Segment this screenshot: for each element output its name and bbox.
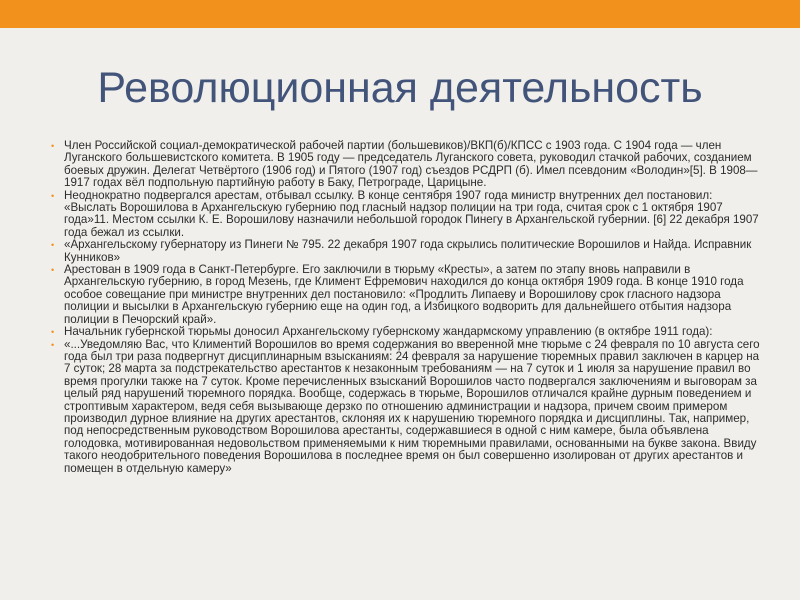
bullet-text: «...Уведомляю Вас, что Климентий Ворошилов во время содержания во вверенной мне тюрьме с 24 февраля по 10 августа сего года был три раза подвергнут дисциплинарным взысканиям: 24 февраля за нарушение тюремных правил заключен в карцер на 7 суток; 28 марта за подстрекательство арестантов к незаконным требованиям — на 7 суток и 1 июля за нарушение правил во время прогулки также на 7 суток. Кроме перечисленных взысканий Ворошилов часто подвергался заключениям и выговорам за целый ряд нарушений тюремного порядка. Вообще, содержась в тюрьме, Ворошилов отличался крайне дурным поведением и строптивым характером, ведя себя вызывающе дерзко по отношению администрации и надзора, причем своим примером производил дурное влияние на других арестантов, склоняя их к нарушению тюремного порядка и дисциплины. Так, например, под непосредственным руководством Ворошилова арестанты, содержавшиеся в одной с ним камере, была объявлена голодовка, мотивированная недовольством применяемыми к ним тюремными правилами, основанными на букве закона. Ввиду такого неодобрительного поведения Ворошилова в последнее время он был совершенно изолирован от других арестантов и помещен в отдельную камеру» (64, 337, 760, 475)
bullet-text: Неоднократно подвергался арестам, отбывал ссылку. В конце сентября 1907 года министр внутренних дел постановил: «Выслать Ворошилова в Архангельскую губернию под гласный надзор полиции на три года, считая срок с 1 октября 1907 года»11. Местом ссылки К. Е. Ворошилову назначили небольшой городок Пинегу в Архангельской губернии. [6] 22 декабря 1907 года бежал из ссылки. (64, 188, 759, 239)
bullet-item (48, 339, 760, 475)
bullet-item (48, 140, 760, 190)
bullet-item (48, 190, 760, 240)
bullet-dot-icon: • (51, 141, 55, 151)
bullet-text: Арестован в 1909 года в Санкт-Петербурге. Его заключили в тюрьму «Кресты», а затем по этапу вновь направили в Архангельскую губернию, в город Мезень, где Климент Ефремович находился до конца октября 1909 года. В конце 1910 года особое совещание при министре внутренних дел постановило: «Продлить Липаеву и Ворошилову срок гласного надзора полиции и высылки в Архангельскую губернию еще на один год, а Избицкого водворить для дальнейшего отбытия надзора полиции в Печорский край». (64, 263, 744, 326)
bullet-text: «Архангельскому губернатору из Пинеги № 795. 22 декабря 1907 года скрылись политические Ворошилов и Найда. Исправник Кунников» (64, 238, 752, 264)
bullet-item (48, 264, 760, 326)
bullet-text: Начальник губернской тюрьмы доносил Архангельскому губернскому жандармскому управлению (в октябре 1911 года): (64, 325, 713, 339)
bullet-list (48, 140, 760, 475)
bullet-dot-icon: • (51, 327, 55, 338)
bullet-text: Член Российской социал-демократической рабочей партии (большевиков)/ВКП(б)/КПСС с 1903 года. С 1904 года — член Луганского большевистского комитета. В 1905 году — председатель Луганского совета, руководил стачкой рабочих, созданием боевых дружин. Делегат Четвёртого (1906 год) и Пятого (1907 год) съездов РСДРП (б). Имел псевдоним «Володин»[5]. В 1908—1917 годах вёл подпольную партийную работу в Баку, Петрограде, Царицыне. (64, 139, 758, 190)
slide-title: Революционная деятельность (97, 64, 703, 112)
bullet-item (48, 239, 760, 264)
top-accent-bar (0, 0, 800, 28)
bullet-dot-icon: • (51, 190, 55, 201)
bullet-dot-icon: • (51, 240, 55, 251)
bullet-dot-icon: • (51, 339, 55, 350)
bullet-dot-icon: • (51, 265, 55, 276)
